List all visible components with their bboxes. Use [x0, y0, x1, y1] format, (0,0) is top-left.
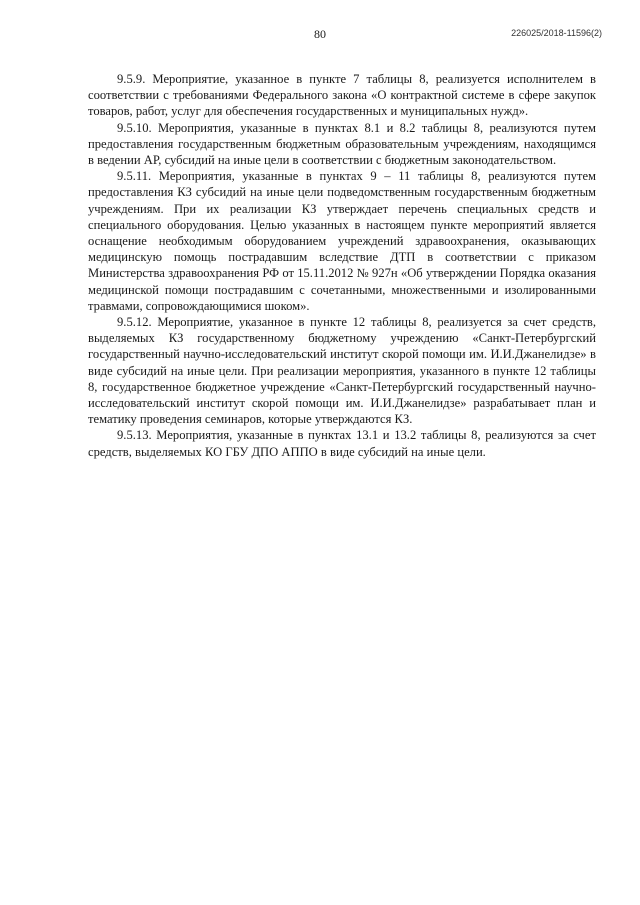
paragraph-9-5-9: 9.5.9. Мероприятие, указанное в пункте 7 таблицы 8, реализуется исполнителем в соответствии с требованиями Федерального закона «О контрактной системе в сфере закупок товаров, работ, услуг для обеспечения государственных и муниципальных нужд».	[88, 72, 596, 119]
paragraph-9-5-12: 9.5.12. Мероприятие, указанное в пункте 12 таблицы 8, реализуется за счет средств, выделяемых КЗ государственному бюджетному учреждению «Санкт-Петербургский государственный научно-исследовательский институт скорой помощи им. И.И.Джанелидзе» в виде субсидий на иные цели. При реализации мероприятия, указанного в пункте 12 таблицы 8, государственное бюджетное учреждение «Санкт-Петербургский государственный научно-исследовательский институт скорой помощи им. И.И.Джанелидзе» разрабатывает план и тематику проведения семинаров, которые утверждаются КЗ.	[88, 315, 596, 427]
paragraph-9-5-10: 9.5.10. Мероприятия, указанные в пунктах 8.1 и 8.2 таблицы 8, реализуются путем предоставления государственным бюджетным образовательным учреждениям, находящимся в ведении АР, субсидий на иные цели в соответствии с бюджетным законодательством.	[88, 120, 596, 168]
paragraph-9-5-13: 9.5.13. Мероприятия, указанные в пунктах 13.1 и 13.2 таблицы 8, реализуются за счет средств, выделяемых КО ГБУ ДПО АППО в виде субсидий на иные цели.	[88, 428, 596, 459]
document-id: 226025/2018-11596(2)	[511, 28, 602, 38]
paragraph-9-5-11: 9.5.11. Мероприятия, указанные в пунктах 9 – 11 таблицы 8, реализуются путем предоставления КЗ субсидий на иные цели подведомственным государственным бюджетным учреждениям. При их реализации КЗ утверждает перечень специальных средств и специального оборудования. Целью указанных в настоящем пункте мероприятий является оснащение необходимым оборудованием учреждений здравоохранения, оказывающих медицинскую помощь пострадавшим вследствие ДТП в соответствии с приказом Министерства здравоохранения РФ от 15.11.2012 № 927н «Об утверждении Порядка оказания медицинской помощи пострадавшим с сочетанными, множественными и изолированными травмами, сопровождающимися шоком».	[88, 169, 596, 313]
page-number: 80	[314, 27, 326, 41]
document-body	[88, 71, 596, 460]
